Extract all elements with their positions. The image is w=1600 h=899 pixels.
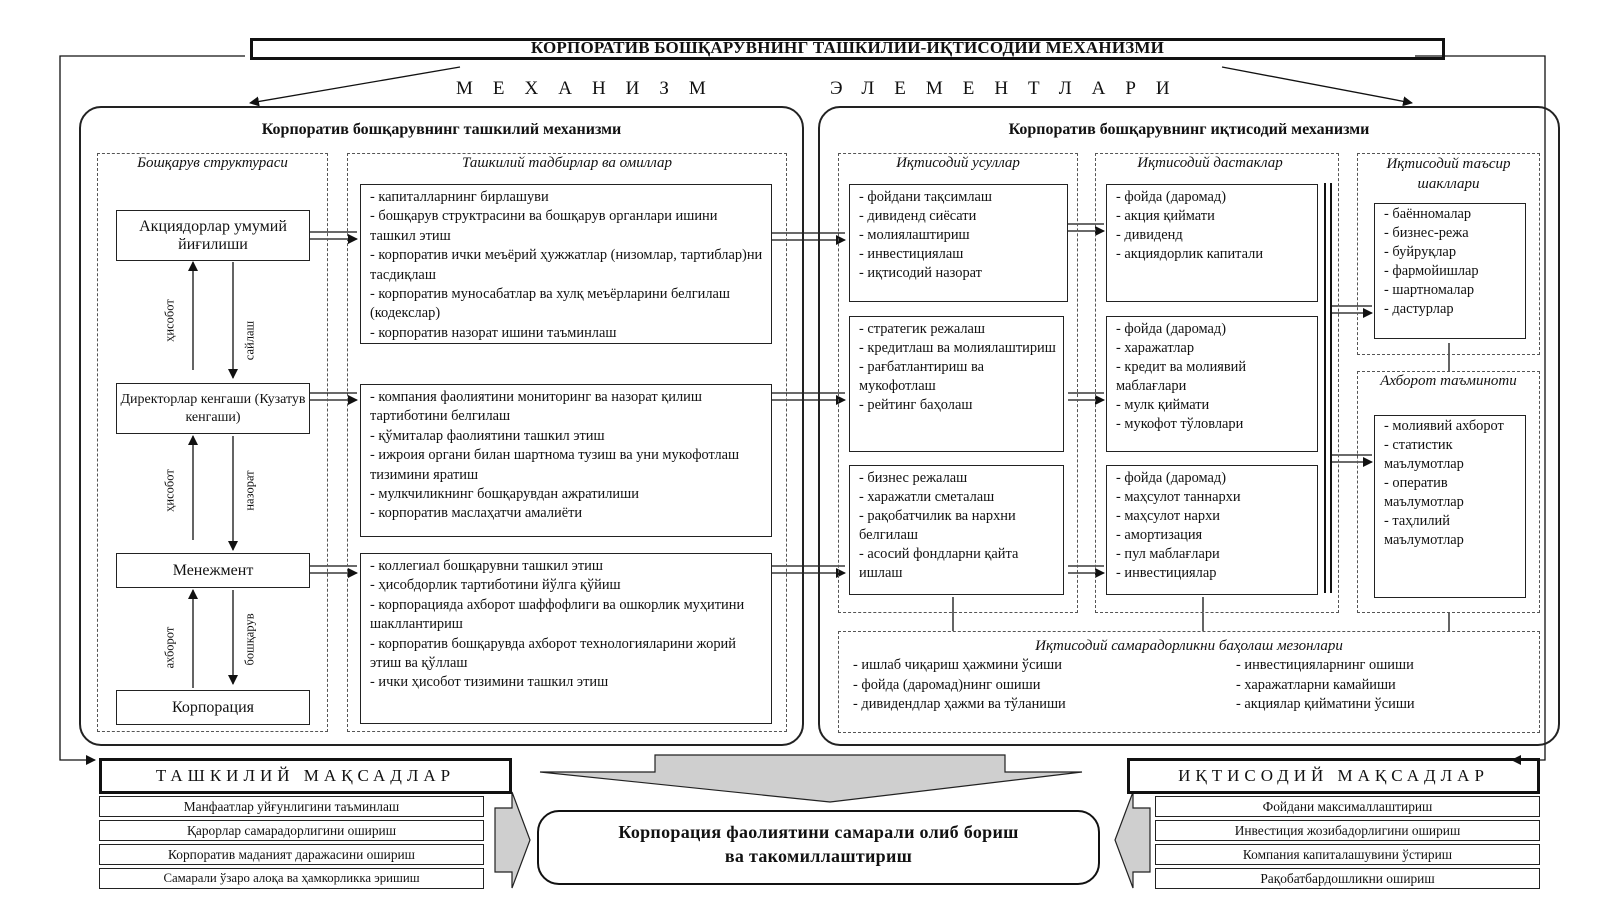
list-item: - бошқарув структрасини ва бошқарув органлари ишини ташкил этиш <box>370 208 718 244</box>
corporation-box: Корпорация <box>116 690 310 725</box>
list-item: - статистик маълумотлар <box>1384 437 1464 472</box>
criteria-item: - акциялар қийматини ўсиши <box>1236 696 1415 712</box>
list-item: - ҳисобдорлик тартиботини йўлга қўйиш <box>370 577 621 594</box>
list-item: - корпоратив назорат ишини таъминлаш <box>370 324 617 341</box>
list-item: - ички ҳисобот тизимини ташкил этиш <box>370 674 609 691</box>
org-goal-item: Манфаатлар уйғунлигини таъминлаш <box>99 796 484 817</box>
econ-goal-item: Инвестиция жозибадорлигини ошириш <box>1155 820 1540 841</box>
list-item: - маҳсулот нархи <box>1116 508 1220 524</box>
list-item: - таҳлилий маълумотлар <box>1384 513 1464 548</box>
levers-box-3 <box>1106 465 1318 595</box>
org-goal-item: Корпоратив маданият даражасини ошириш <box>99 844 484 865</box>
list-item: - стратегик режалаш <box>859 321 986 337</box>
list-item: - рағбатлантириш ва мукофотлаш <box>859 359 984 394</box>
link-label-report-1: ҳисобот <box>162 299 177 342</box>
list-item: - мулк қиймати <box>1116 397 1210 413</box>
methods-title: Иқтисодий усуллар <box>896 155 1020 171</box>
list-item: - бизнес-режа <box>1384 225 1469 241</box>
info-title: Ахборот таъминоти <box>1380 373 1517 389</box>
econ-goals-title: ИҚТИСОДИЙ МАҚСАДЛАР <box>1127 758 1540 794</box>
link-label-elect: сайлаш <box>242 320 257 361</box>
list-item: - кредитлаш ва молиялаштириш <box>859 340 1056 356</box>
title-to-org-arrow <box>250 67 460 103</box>
result-line-1: Корпорация фаолиятини самарали олиб бориш <box>618 822 1019 842</box>
list-item: - фойда (даромад) <box>1116 321 1227 337</box>
left-block-arrow <box>495 792 530 888</box>
list-item: - харажатли сметалаш <box>859 489 995 505</box>
econ-goal-item: Рақобатбардошликни ошириш <box>1155 868 1540 889</box>
list-item: - шартномалар <box>1384 282 1475 298</box>
list-item: - инвестициялаш <box>859 246 964 262</box>
list-item: - корпоратив муносабатлар ва хулқ меъёрларини белгилаш (кодекслар) <box>370 286 730 322</box>
criteria-item: - дивидендлар ҳажми ва тўланиши <box>853 696 1066 712</box>
econ-panel-title: Корпоратив бошқарувнинг иқтисодий механизми <box>1008 121 1370 138</box>
list-item: - оператив маълумотлар <box>1384 475 1464 510</box>
board-of-directors-box: Директорлар кенгаши (Кузатув кенгаши) <box>116 383 310 434</box>
list-item: - фойда (даромад) <box>1116 470 1227 486</box>
list-item: - корпоратив маслаҳатчи амалиёти <box>370 505 583 522</box>
list-item: - акция қиймати <box>1116 208 1215 224</box>
econ-goal-item: Компания капиталашувини ўстириш <box>1155 844 1540 865</box>
list-item: - харажатлар <box>1116 340 1195 356</box>
list-item: - мулкчиликнинг бошқарувдан ажратилиши <box>370 486 639 503</box>
list-item: - бизнес режалаш <box>859 470 968 486</box>
list-item: - амортизация <box>1116 527 1203 543</box>
levers-box-1 <box>1106 184 1318 302</box>
measures-box-2 <box>360 384 772 537</box>
measures-title: Ташкилий тадбирлар ва омиллар <box>462 155 672 171</box>
info-box <box>1374 415 1526 598</box>
list-item: - кредит ва молиявий маблағлари <box>1116 359 1247 394</box>
link-label-report-2: ҳисобот <box>162 469 177 512</box>
criteria-item: - харажатларни камайиши <box>1236 676 1396 693</box>
link-label-management: бошқарув <box>242 613 257 666</box>
list-item: - дивиденд сиёсати <box>859 208 977 224</box>
list-item: - корпоратив бошқарувда ахборот технологияларини жорий этиш ва қўллаш <box>370 635 736 672</box>
list-item: - маҳсулот таннархи <box>1116 489 1241 505</box>
levers-box-2 <box>1106 316 1318 452</box>
diagram-title: КОРПОРАТИВ БОШҚАРУВНИНГ ТАШКИЛИЙ-ИҚТИСОДИЙ МЕХАНИЗМИ <box>250 38 1445 60</box>
list-item: - дивиденд <box>1116 227 1183 243</box>
econ-goal-item: Фойдани максималлаштириш <box>1155 796 1540 817</box>
list-item: - акциядорлик капитали <box>1116 246 1264 262</box>
list-item: - инвестициялар <box>1116 565 1217 581</box>
list-item: - қўмиталар фаолиятини ташкил этиш <box>370 427 605 444</box>
subtitle-left: МЕХАНИЗМ <box>456 78 726 99</box>
list-item: - молиявий ахборот <box>1384 418 1504 434</box>
levers-title: Иқтисодий дастаклар <box>1137 155 1283 171</box>
org-goals-title: ТАШКИЛИЙ МАҚСАДЛАР <box>99 758 512 794</box>
structure-title: Бошқарув структураси <box>137 155 288 171</box>
criteria-left <box>853 656 1066 715</box>
result-box <box>537 810 1100 885</box>
criteria-item: - инвестицияларнинг ошиши <box>1236 657 1414 673</box>
criteria-title: Иқтисодий самарадорликни баҳолаш мезонлари <box>1035 638 1343 654</box>
list-item: - буйруқлар <box>1384 244 1457 260</box>
forms-title: Иқтисодий таъсир шакллари <box>1386 156 1511 192</box>
list-item: - пул маблағлари <box>1116 546 1220 562</box>
list-item: - фойда (даромад) <box>1116 189 1227 205</box>
measures-box-3 <box>360 553 772 724</box>
org-panel-title: Корпоратив бошқарувнинг ташкилий механизми <box>261 121 622 138</box>
methods-box-3 <box>849 465 1064 595</box>
list-item: - ижроия органи билан шартнома тузиш ва уни мукофотлаш тизимини яратиш <box>370 447 740 483</box>
list-item: - иқтисодий назорат <box>859 265 982 281</box>
list-item: - мукофот тўловлари <box>1116 416 1244 432</box>
list-item: - коллегиал бошқарувни ташкил этиш <box>370 558 603 574</box>
methods-box-1 <box>849 184 1068 302</box>
subtitle-right: ЭЛЕМЕНТЛАРИ <box>830 78 1190 99</box>
list-item: - корпорацияда ахборот шаффофлиги ва ошкорлик муҳитини шакллантириш <box>370 596 745 633</box>
criteria-item: - фойда (даромад)нинг ошиши <box>853 676 1041 693</box>
link-label-information: ахборот <box>162 626 177 669</box>
list-item: - фойдани тақсимлаш <box>859 189 993 205</box>
right-block-arrow <box>1115 792 1150 888</box>
list-item: - капиталларнинг бирлашуви <box>370 189 549 205</box>
result-line-2: ва такомиллаштириш <box>724 846 913 866</box>
link-label-control: назорат <box>242 470 257 511</box>
list-item: - баённомалар <box>1384 206 1472 222</box>
criteria-item: - ишлаб чиқариш ҳажмини ўсиши <box>853 657 1062 673</box>
list-item: - молиялаштириш <box>859 227 970 243</box>
management-box: Менежмент <box>116 553 310 588</box>
list-item: - рақобатчилик ва нархни белгилаш <box>859 508 1016 543</box>
shareholders-meeting-box: Акциядорлар умумий йиғилиши <box>116 210 310 261</box>
list-item: - дастурлар <box>1384 301 1454 317</box>
org-goal-item: Самарали ўзаро алоқа ва ҳамкорликка эришиш <box>99 868 484 889</box>
forms-box <box>1374 203 1526 339</box>
list-item: - рейтинг баҳолаш <box>859 397 973 413</box>
big-down-arrow <box>540 755 1082 802</box>
title-to-econ-arrow <box>1222 67 1412 103</box>
list-item: - фармойишлар <box>1384 263 1479 279</box>
list-item: - корпоратив ички меъёрий ҳужжатлар (низомлар, тартиблар)ни тасдиқлаш <box>370 247 763 283</box>
list-item: - компания фаолиятини мониторинг ва назорат қилиш тартиботини белгилаш <box>370 389 702 425</box>
measures-box-1 <box>360 184 772 344</box>
org-goal-item: Қарорлар самарадорлигини ошириш <box>99 820 484 841</box>
list-item: - асосий фондларни қайта ишлаш <box>859 546 1019 581</box>
criteria-right <box>1236 656 1415 715</box>
methods-box-2 <box>849 316 1064 452</box>
